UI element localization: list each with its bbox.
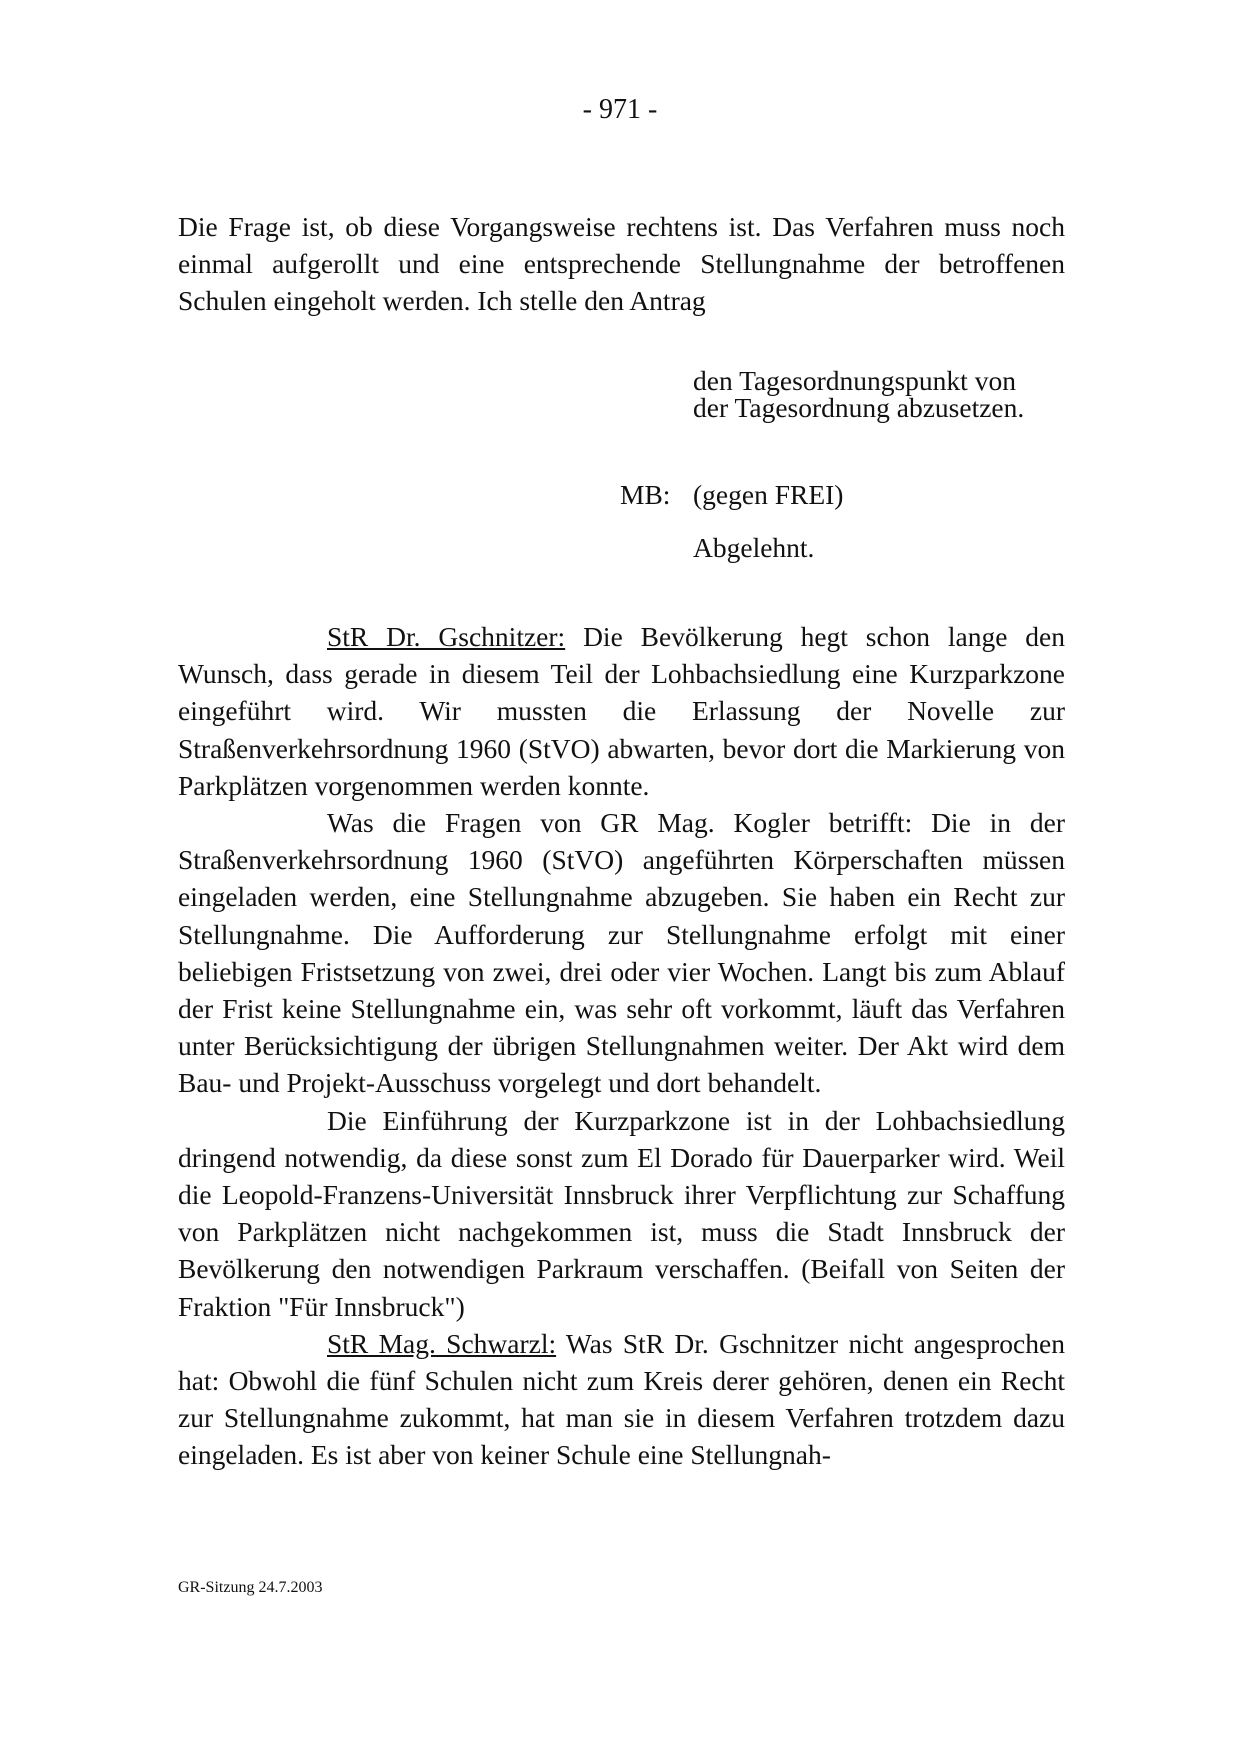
speech1-para2: Was die Fragen von GR Mag. Kogler betrifft: Die in der Straßenverkehrsordnung 1960 (StVO) angeführten Körperschaften müssen eingeladen werden, eine Stellungnahme abzugeben. Sie haben ein Recht zur Stellungnahme. Die Aufforderung zur Stellungnahme erfolgt mit einer beliebigen Fristsetzung von zwei, drei oder vier Wochen. Langt bis zum Ablauf der Frist keine Stellungnahme ein, was sehr oft vorkommt, läuft das Verfahren unter Berücksichtigung der übrigen Stellungnahmen weiter. Der Akt wird dem Bau- und Projekt-Ausschuss vorgelegt und dort behandelt. (178, 807, 1065, 1099)
motion-line-2: der Tagesordnung abzusetzen. (693, 392, 1025, 423)
intro-text: Die Frage ist, ob diese Vorgangsweise rechtens ist. Das Verfahren muss noch einmal aufgerollt und eine entsprechende Stellungnahme der betroffenen Schulen eingeholt werden. Ich stelle den Antrag (178, 211, 1065, 317)
vote-detail: (gegen FREI) (693, 479, 844, 510)
speech2-para1 (178, 1325, 1065, 1474)
speech2-text: Was StR Dr. Gschnitzer nicht angesprochen hat: Obwohl die fünf Schulen nicht zum Kreis derer gehören, denen ein Recht zur Stellungnahme zukommt, hat man sie in diesem Verfahren trotzdem dazu eingeladen. Es ist aber von keiner Schule eine Stellungnah- (178, 1327, 1065, 1471)
speech1-para3: Die Einführung der Kurzparkzone ist in der Lohbachsiedlung dringend notwendig, da diese sonst zum El Dorado für Dauerparker wird. Weil die Leopold-Franzens-Universität Innsbruck ihrer Verpflichtung zur Schaffung von Parkplätzen nicht nachgekommen ist, muss die Stadt Innsbruck der Bevölkerung den notwendigen Parkraum verschaffen. (Beifall von Seiten der Fraktion "Für Innsbruck") (178, 1104, 1065, 1322)
intro-paragraph (178, 208, 1065, 320)
speech1-text: Die Bevölkerung hegt schon lange den Wunsch, dass gerade in diesem Teil der Lohbachsiedlung eine Kurzparkzone eingeführt wird. Wir mussten die Erlassung der Novelle zur Straßenverkehrsordnung 1960 (StVO) abwarten, bevor dort die Markierung von Parkplätzen vorgenommen werden konnte. (178, 621, 1065, 801)
vote-label: MB: (620, 479, 671, 510)
footer: GR-Sitzung 24.7.2003 (178, 1579, 323, 1596)
motion-line-1: den Tagesordnungspunkt von (693, 365, 1016, 396)
speech-section (178, 618, 1065, 1474)
page-number: - 971 - (582, 94, 658, 125)
speech1-para1 (178, 618, 1065, 804)
speaker-gschnitzer: StR Dr. Gschnitzer: (327, 621, 566, 652)
motion-block (693, 367, 1113, 421)
speaker-schwarzl: StR Mag. Schwarzl: (327, 1327, 557, 1359)
vote-result: Abgelehnt. (693, 532, 815, 563)
